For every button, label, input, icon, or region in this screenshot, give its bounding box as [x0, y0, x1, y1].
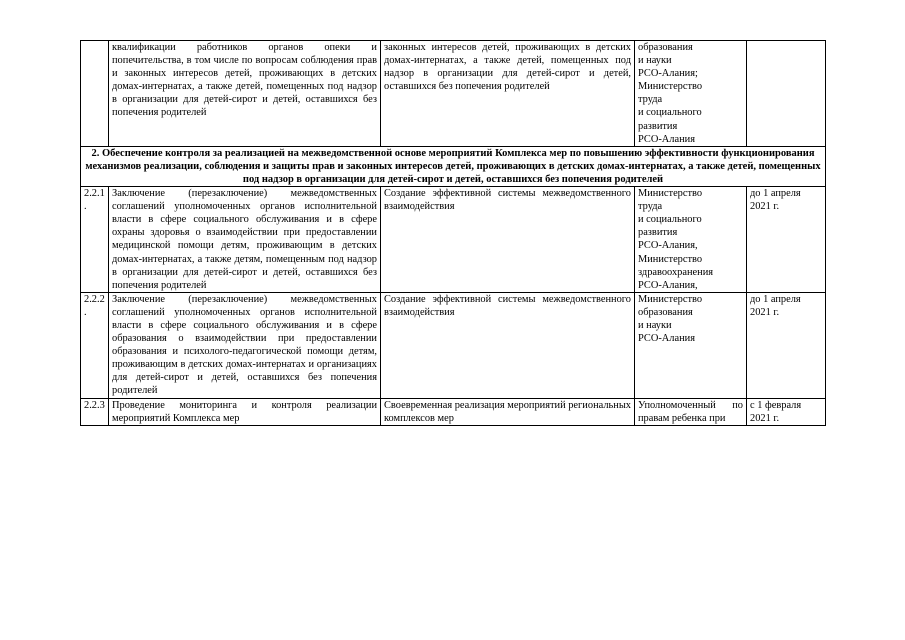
executor-cell: [635, 292, 747, 398]
executor-text: Министерство образования и науки РСО-Алания: [638, 293, 703, 345]
measure-cell: квалификации работников органов опеки и попечительства, в том числе по вопросам соблюдения прав и законных интересов детей, проживающих в детских домах-интернатах, а также детей, помещенных под надзор в организации для детей-сирот и детей, оставшихся без попечения родителей: [109, 41, 381, 147]
measures-table: [80, 40, 826, 426]
table-row: [81, 292, 826, 398]
executor-cell: [635, 187, 747, 293]
result-cell: Создание эффективной системы межведомственного взаимодействия: [381, 187, 635, 293]
deadline-text: до 1 апреля 2021 г.: [750, 293, 801, 318]
table-row: [81, 398, 826, 425]
table-row: [81, 187, 826, 293]
row-number-cell: 2.2.3: [81, 398, 109, 425]
executor-text: Министерство труда и социального развития РСО-Алания, Министерство здравоохранения РСО-Алания,: [638, 188, 714, 291]
executor-cell: Уполномоченный по правам ребенка при: [635, 398, 747, 425]
result-cell: Создание эффективной системы межведомственного взаимодействия: [381, 292, 635, 398]
measure-cell: Заключение (перезаключение) межведомственных соглашений уполномоченных органов исполнительной власти в сфере социального обслуживания и в сфере образования о взаимодействии при предоставлении образования и психолого-педагогической помощи детям, проживающим в детских домах-интернатах и организациях для детей-сирот и детей, оставшихся без попечения родителей: [109, 292, 381, 398]
table-row: [81, 41, 826, 147]
row-number-cell: [81, 41, 109, 147]
executor-cell: [635, 41, 747, 147]
row-number-cell: 2.2.2.: [81, 292, 109, 398]
measure-cell: Проведение мониторинга и контроля реализации мероприятий Комплекса мер: [109, 398, 381, 425]
deadline-cell: [747, 398, 826, 425]
deadline-cell: [747, 187, 826, 293]
deadline-cell: [747, 292, 826, 398]
deadline-text: с 1 февраля 2021 г.: [750, 399, 802, 424]
section-heading: 2. Обеспечение контроля за реализацией на межведомственной основе мероприятий Комплекса мер по повышению эффективности функционирования механизмов реализации, соблюдения и защиты прав и законных интересов детей, проживающих в детских домах-интернатах, а также детей, помещенных под надзор в организации для детей-сирот и детей, оставшихся без попечения родителей: [81, 146, 826, 186]
section-heading-row: [81, 146, 826, 186]
executor-text: образования и науки РСО-Алания; Министерство труда и социального развития РСО-Алания: [638, 42, 703, 145]
deadline-cell: [747, 41, 826, 147]
row-number-cell: 2.2.1.: [81, 187, 109, 293]
result-cell: Своевременная реализация мероприятий региональных комплексов мер: [381, 398, 635, 425]
result-cell: законных интересов детей, проживающих в детских домах-интернатах, а также детей, помещенных под надзор в организации для детей-сирот и детей, оставшихся без попечения родителей: [381, 41, 635, 147]
measure-cell: Заключение (перезаключение) межведомственных соглашений уполномоченных органов исполнительной власти в сфере социального обслуживания и в сфере охраны здоровья о взаимодействии при предоставлении медицинской помощи детям, проживающим в детских домах-интернатах, а также детям, помещенным под надзор в организации для детей-сирот и детей, оставшихся без попечения родителей: [109, 187, 381, 293]
deadline-text: до 1 апреля 2021 г.: [750, 188, 801, 213]
